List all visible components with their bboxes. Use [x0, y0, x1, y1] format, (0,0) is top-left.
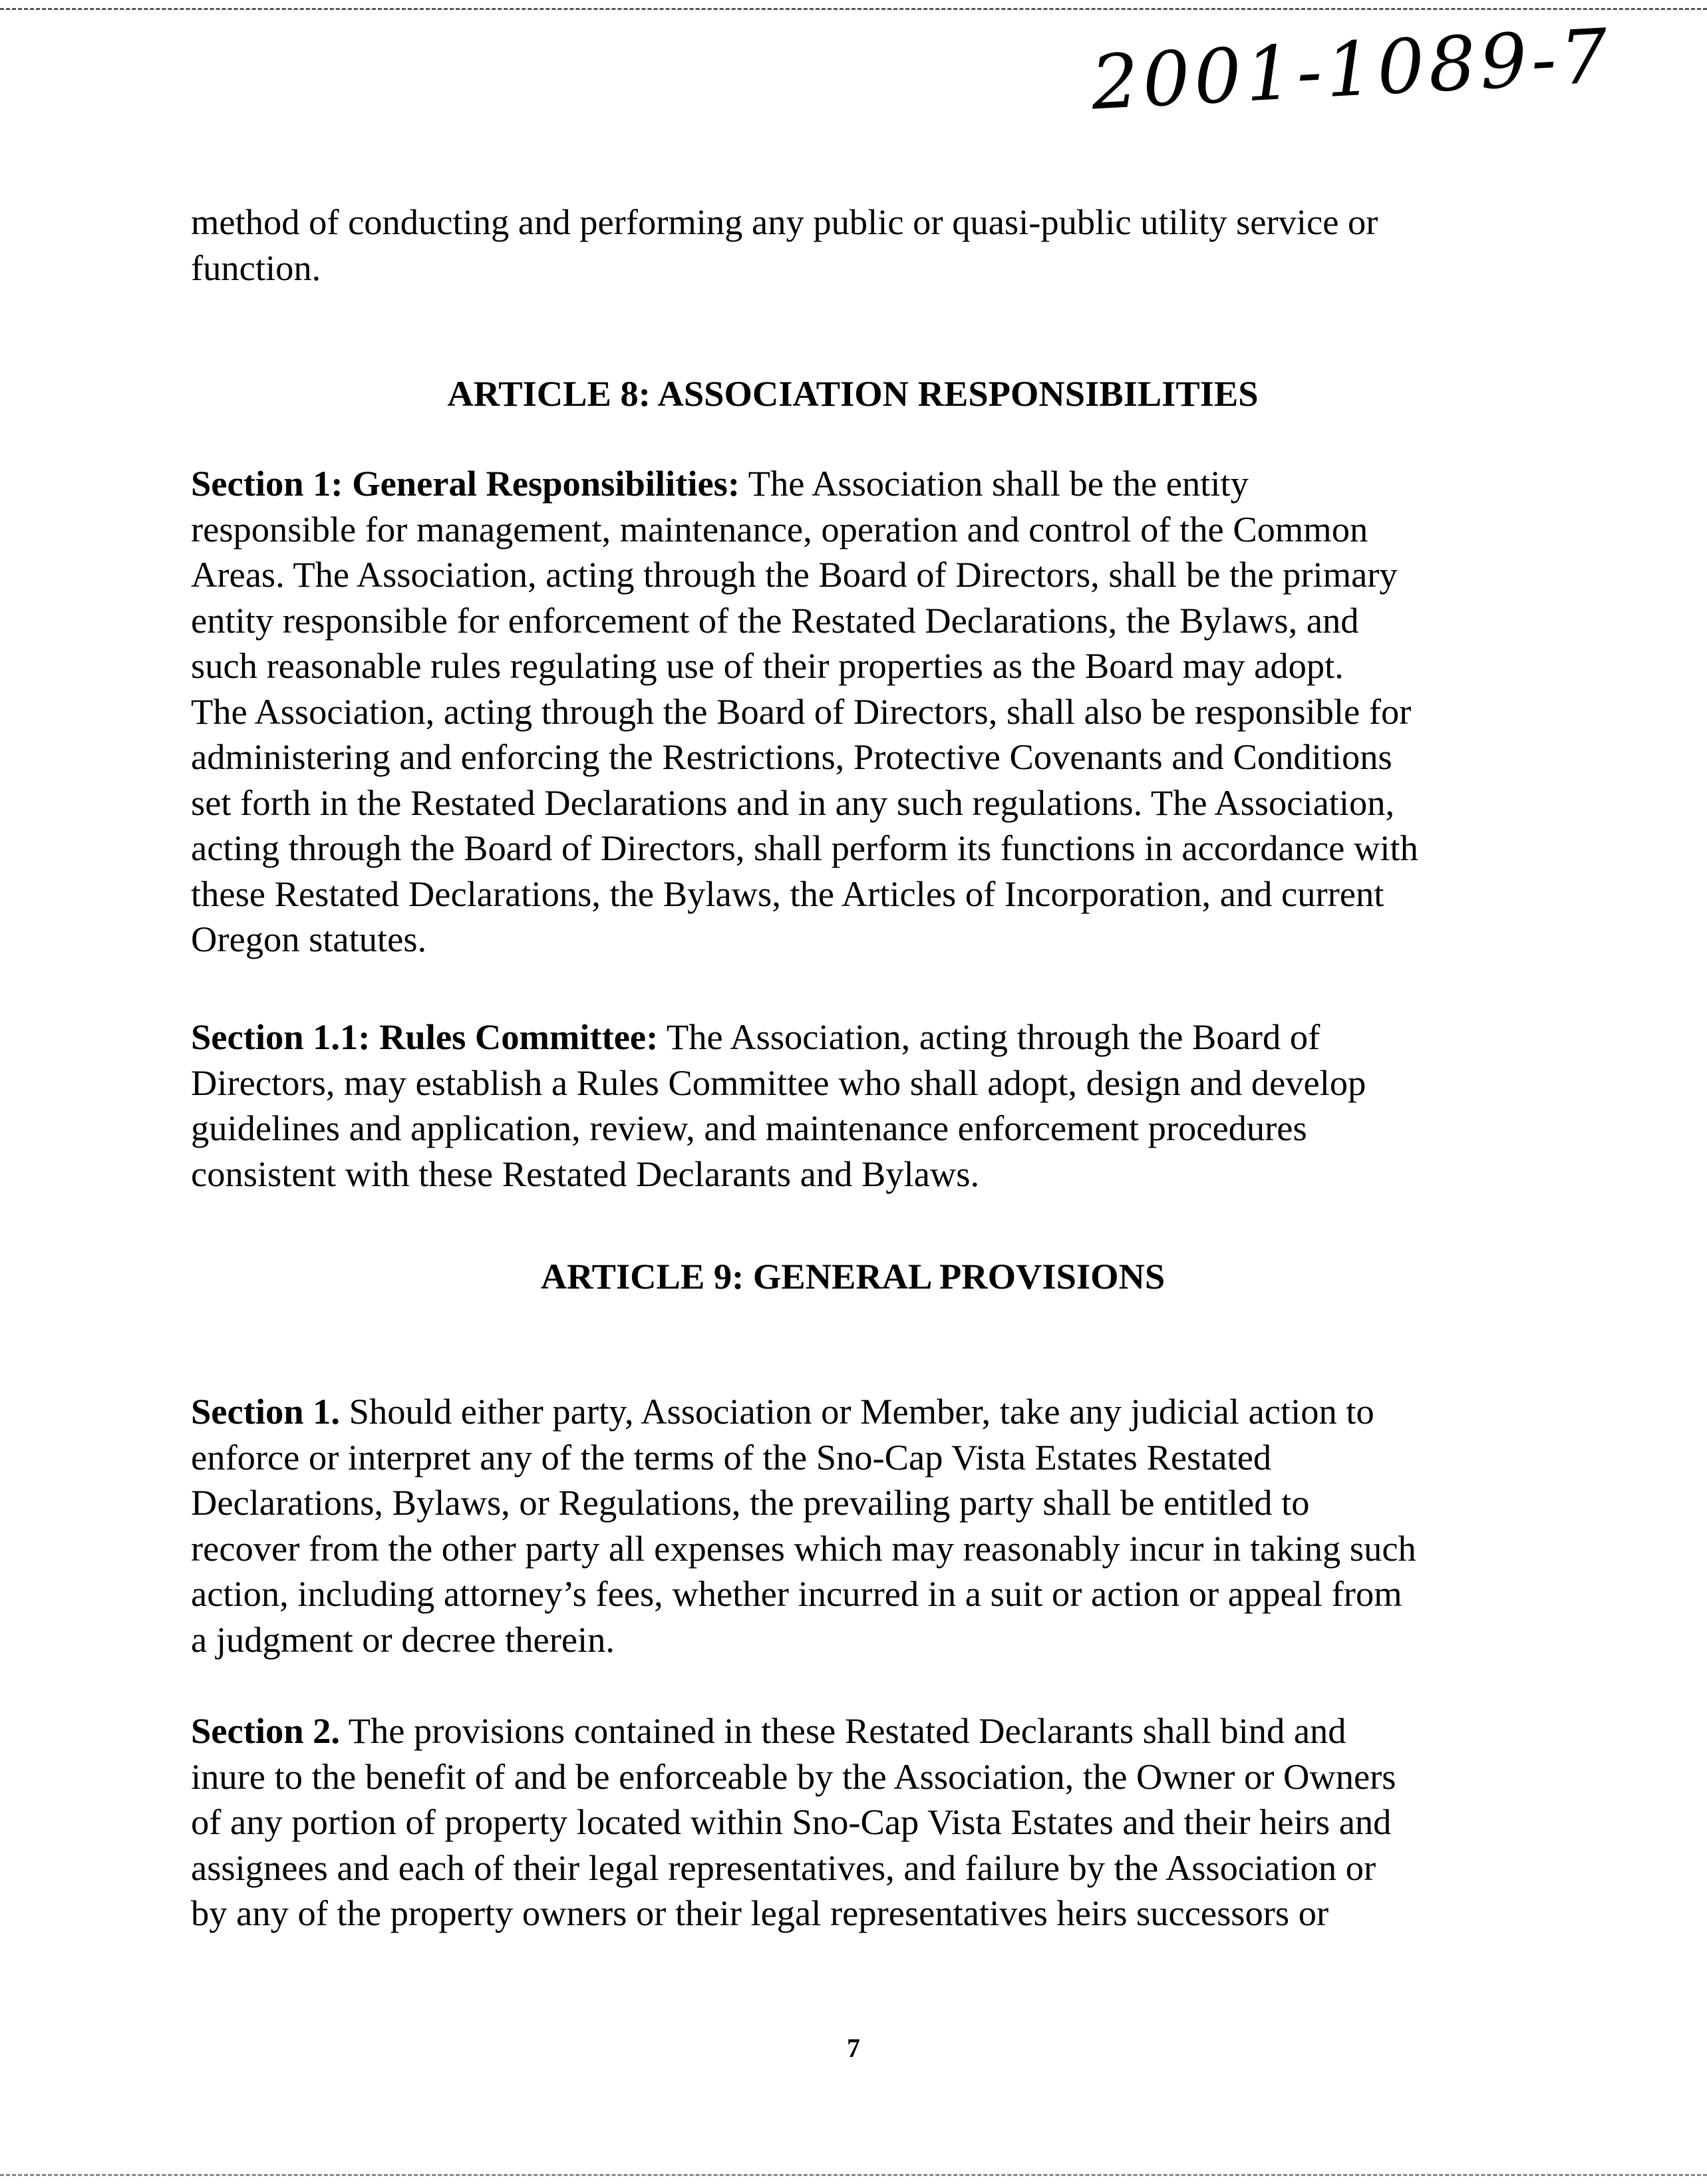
- text-line: inure to the benefit of and be enforceable by the Association, the Owner or Owners: [191, 1756, 1396, 1797]
- text-line: Should either party, Association or Member, take any judicial action to: [340, 1391, 1374, 1432]
- article-8-section-1: [191, 461, 1418, 963]
- page-number: 7: [847, 2033, 860, 2063]
- text-line: Areas. The Association, acting through the Board of Directors, shall be the primary: [191, 554, 1398, 595]
- article-9-section-2: [191, 1708, 1396, 1937]
- text-line: of any portion of property located within Sno-Cap Vista Estates and their heirs and: [191, 1801, 1392, 1842]
- text-line: a judgment or decree therein.: [191, 1619, 615, 1660]
- text-line: such reasonable rules regulating use of their properties as the Board may adopt.: [191, 645, 1344, 686]
- scan-artifact-bottom: [0, 2174, 1707, 2176]
- text-line: recover from the other party all expenses which may reasonably incur in taking such: [191, 1527, 1416, 1569]
- handwritten-recording-number: 2001-1089-7: [1089, 13, 1614, 127]
- section-label: Section 1.1: Rules Committee:: [191, 1016, 659, 1057]
- text-line: action, including attorney’s fees, whether incurred in a suit or action or appeal from: [191, 1573, 1402, 1614]
- intro-paragraph: [191, 200, 1378, 291]
- article-8-section-1-1: [191, 1014, 1366, 1197]
- text-line: assignees and each of their legal representatives, and failure by the Association or: [191, 1847, 1376, 1888]
- article-9-section-1: [191, 1389, 1416, 1662]
- section-label: Section 1: General Responsibilities:: [191, 463, 740, 504]
- text-line: acting through the Board of Directors, shall perform its functions in accordance with: [191, 828, 1418, 868]
- text-line: The Association, acting through the Board of Directors, shall also be responsible for: [191, 691, 1412, 732]
- text-line: entity responsible for enforcement of the Restated Declarations, the Bylaws, and: [191, 599, 1359, 641]
- text-line: function.: [191, 247, 321, 288]
- text-line: set forth in the Restated Declarations and in any such regulations. The Association,: [191, 782, 1395, 823]
- text-line: The Association shall be the entity: [740, 463, 1249, 504]
- section-label: Section 2.: [191, 1710, 341, 1751]
- text-line: Oregon statutes.: [191, 919, 427, 959]
- scan-artifact-top: [0, 8, 1707, 10]
- section-label: Section 1.: [191, 1391, 341, 1432]
- text-line: administering and enforcing the Restrictions, Protective Covenants and Conditions: [191, 736, 1392, 777]
- text-line: enforce or interpret any of the terms of the Sno-Cap Vista Estates Restated: [191, 1436, 1272, 1478]
- text-line: The Association, acting through the Board of: [658, 1016, 1320, 1057]
- text-line: Declarations, Bylaws, or Regulations, the prevailing party shall be entitled to: [191, 1482, 1310, 1523]
- article-9-heading: ARTICLE 9: GENERAL PROVISIONS: [540, 1256, 1165, 1297]
- text-line: The provisions contained in these Restated Declarants shall bind and: [340, 1710, 1346, 1751]
- article-8-heading: ARTICLE 8: ASSOCIATION RESPONSIBILITIES: [447, 373, 1259, 414]
- text-line: consistent with these Restated Declarants and Bylaws.: [191, 1153, 980, 1194]
- text-line: method of conducting and performing any public or quasi-public utility service or: [191, 202, 1378, 242]
- text-line: Directors, may establish a Rules Committee who shall adopt, design and develop: [191, 1062, 1366, 1103]
- text-line: by any of the property owners or their legal representatives heirs successors or: [191, 1893, 1329, 1933]
- text-line: guidelines and application, review, and maintenance enforcement procedures: [191, 1108, 1307, 1148]
- text-line: these Restated Declarations, the Bylaws, the Articles of Incorporation, and current: [191, 873, 1384, 914]
- text-line: responsible for management, maintenance, operation and control of the Common: [191, 508, 1368, 549]
